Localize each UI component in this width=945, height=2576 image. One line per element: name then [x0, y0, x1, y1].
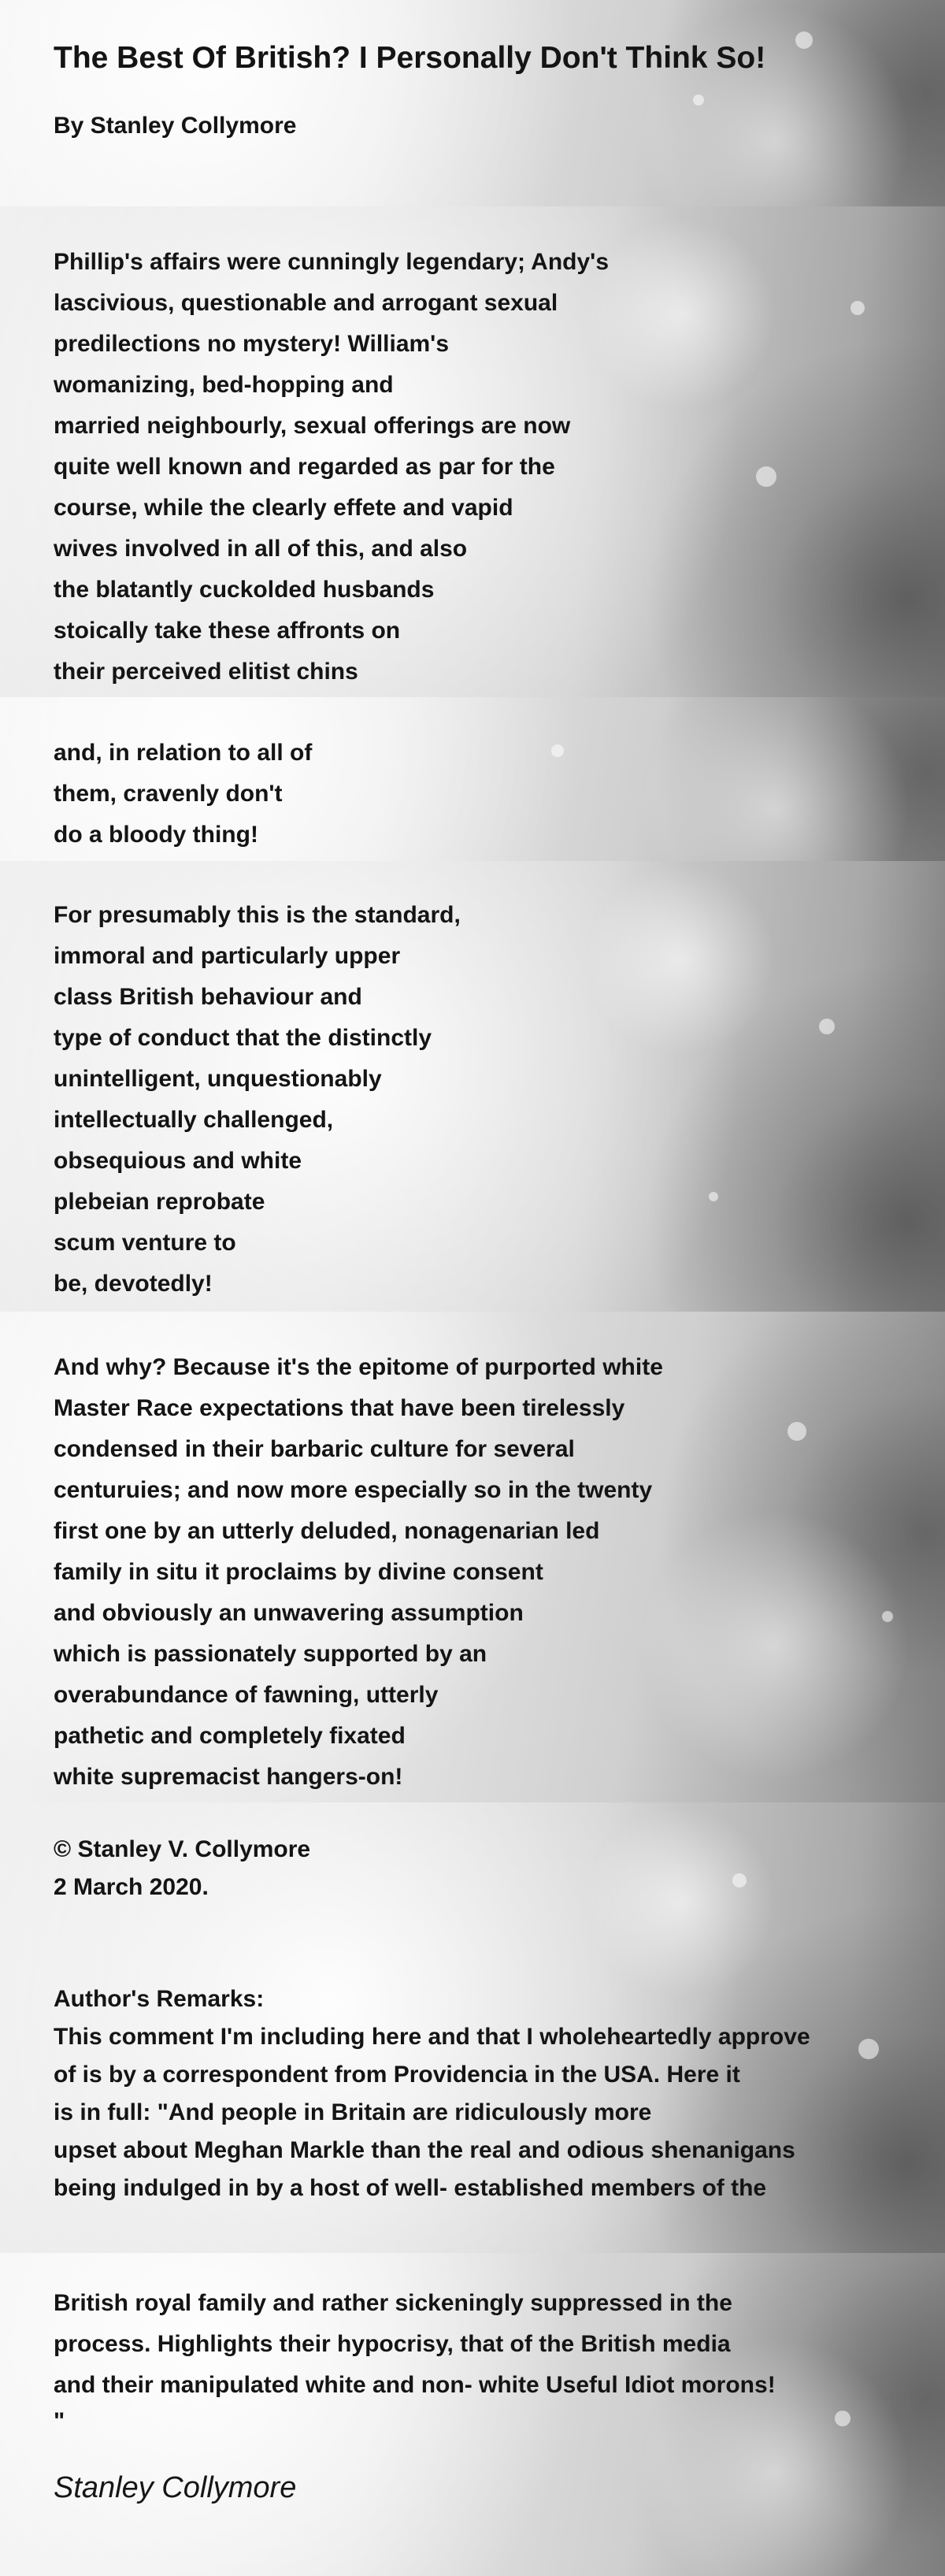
poem-line: And why? Because it's the epitome of purported white	[54, 1354, 663, 1380]
poem-stanza-4	[54, 1347, 914, 1798]
remarks-line: "	[54, 2408, 65, 2434]
poem-line: womanizing, bed-hopping and	[54, 372, 394, 398]
poem-title: The Best Of British? I Personally Don't Think So!	[54, 41, 766, 75]
remarks-heading: Author's Remarks:	[54, 1986, 265, 2012]
poem-line: type of conduct that the distinctly	[54, 1025, 432, 1051]
poem-line: be, devotedly!	[54, 1271, 213, 1297]
poem-line: condensed in their barbaric culture for several	[54, 1436, 575, 1462]
poem-line: obsequious and white	[54, 1148, 302, 1174]
remarks-panel-2	[0, 2253, 945, 2576]
poem-line: the blatantly cuckolded husbands	[54, 577, 435, 603]
poem-line: lascivious, questionable and arrogant sexual	[54, 290, 558, 316]
remarks-line: process. Highlights their hypocrisy, that of the British media	[54, 2331, 731, 2357]
stanza-panel-2	[0, 697, 945, 861]
remarks-line: British royal family and rather sickeningly suppressed in the	[54, 2290, 732, 2316]
poem-line: quite well known and regarded as par for the	[54, 454, 555, 480]
poem-line: immoral and particularly upper	[54, 943, 401, 969]
poem-stanza-2	[54, 733, 914, 856]
poem-line: their perceived elitist chins	[54, 659, 358, 685]
poem-line: them, cravenly don't	[54, 781, 283, 807]
poem-line: white supremacist hangers-on!	[54, 1764, 403, 1790]
remarks-line: This comment I'm including here and that I wholeheartedly approve	[54, 2024, 810, 2050]
remarks-line: being indulged in by a host of well- established members of the	[54, 2175, 767, 2201]
poem-line: do a bloody thing!	[54, 822, 258, 848]
remarks-panel-1	[0, 1802, 945, 2253]
poem-line: For presumably this is the standard,	[54, 902, 461, 928]
poem-line: family in situ it proclaims by divine consent	[54, 1559, 543, 1585]
poem-line: stoically take these affronts on	[54, 618, 401, 644]
poem-line: Phillip's affairs were cunningly legendary; Andy's	[54, 249, 609, 275]
poem-stanza-3	[54, 895, 914, 1305]
remarks-line: is in full: "And people in Britain are ridiculously more	[54, 2099, 652, 2125]
stanza-panel-3	[0, 861, 945, 1312]
poem-line: first one by an utterly deluded, nonagenarian led	[54, 1518, 600, 1544]
poem-author-byline: By Stanley Collymore	[54, 113, 297, 139]
remarks-line: of is by a correspondent from Providencia in the USA. Here it	[54, 2062, 740, 2088]
poem-line: pathetic and completely fixated	[54, 1723, 406, 1749]
poem-line: overabundance of fawning, utterly	[54, 1682, 439, 1708]
poem-stanza-1	[54, 242, 914, 692]
poem-line: which is passionately supported by an	[54, 1641, 487, 1667]
poem-line: predilections no mystery! William's	[54, 331, 450, 357]
poem-line: scum venture to	[54, 1230, 236, 1256]
poem-line: class British behaviour and	[54, 984, 362, 1010]
author-signature: Stanley Collymore	[54, 2471, 297, 2504]
remarks-line: upset about Meghan Markle than the real and odious shenanigans	[54, 2137, 795, 2163]
poem-line: course, while the clearly effete and vapid	[54, 495, 513, 521]
remarks-line: and their manipulated white and non- white Useful Idiot morons!	[54, 2372, 776, 2398]
poem-line: Master Race expectations that have been tirelessly	[54, 1395, 625, 1421]
poem-line: centuruies; and now more especially so in the twenty	[54, 1477, 653, 1503]
poem-line: unintelligent, unquestionably	[54, 1066, 382, 1092]
poem-line: wives involved in all of this, and also	[54, 536, 468, 562]
poem-line: and, in relation to all of	[54, 740, 313, 766]
stanza-panel-4	[0, 1312, 945, 1802]
poem-date: 2 March 2020.	[54, 1874, 209, 1900]
poem-line: plebeian reprobate	[54, 1189, 265, 1215]
stanza-panel-1	[0, 206, 945, 697]
poem-line: intellectually challenged,	[54, 1107, 334, 1133]
poem-line: married neighbourly, sexual offerings are now	[54, 413, 571, 439]
poem-line: and obviously an unwavering assumption	[54, 1600, 524, 1626]
copyright-notice: © Stanley V. Collymore	[54, 1836, 311, 1862]
title-panel	[0, 0, 945, 206]
bokeh-decoration	[693, 95, 704, 106]
